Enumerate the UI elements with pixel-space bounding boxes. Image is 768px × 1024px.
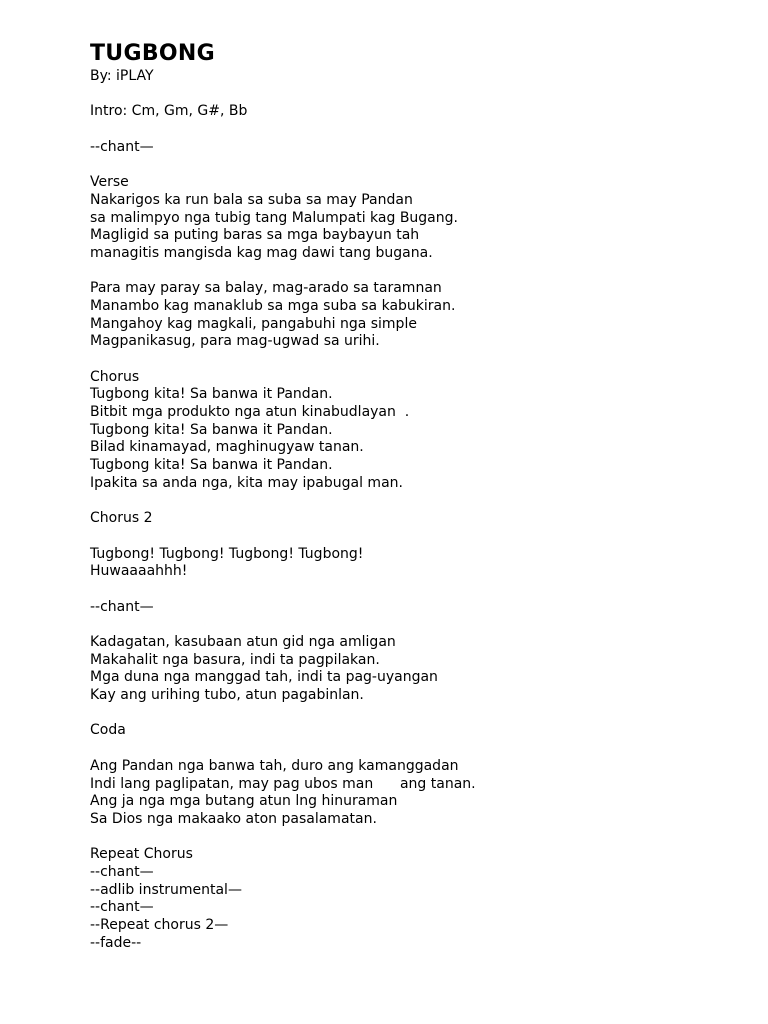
lyric-line: Ipakita sa anda nga, kita may ipabugal man.	[90, 474, 403, 491]
outro-line: --adlib instrumental—	[90, 881, 242, 898]
spacer	[90, 740, 730, 758]
outro-line: --chant—	[90, 863, 154, 880]
outro-line: Repeat Chorus	[90, 846, 193, 863]
section-heading-verse: Verse	[90, 174, 129, 191]
lyric-line: Huwaaaahhh!	[90, 563, 188, 580]
lyric-line: Tugbong! Tugbong! Tugbong! Tugbong!	[90, 545, 364, 562]
spacer	[90, 263, 730, 281]
intro-chords: Intro: Cm, Gm, G#, Bb	[90, 103, 248, 120]
lyric-line: Mga duna nga manggad tah, indi ta pag-uyangan	[90, 669, 438, 686]
lyric-line: Bilad kinamayad, maghinugyaw tanan.	[90, 439, 364, 456]
lyric-line: Kadagatan, kasubaan atun gid nga amligan	[90, 634, 396, 650]
spacer	[90, 705, 730, 723]
spacer	[90, 86, 730, 104]
lyric-line: Nakarigos ka run bala sa suba sa may Pandan	[90, 191, 413, 208]
lyric-line: Tugbong kita! Sa banwa it Pandan.	[90, 386, 333, 403]
lyric-line: Para may paray sa balay, mag-arado sa taramnan	[90, 280, 442, 297]
lyric-line: Ang Pandan nga banwa tah, duro ang kamanggadan	[90, 757, 459, 774]
lyric-line: sa malimpyo nga tubig tang Malumpati kag Bugang.	[90, 209, 458, 226]
lyric-line: Tugbong kita! Sa banwa it Pandan.	[90, 421, 333, 438]
section-heading-coda: Coda	[90, 722, 126, 739]
lyric-line: Bitbit mga produkto nga atun kinabudlayan .	[90, 404, 410, 421]
spacer	[90, 121, 730, 139]
outro-line: --chant—	[90, 899, 154, 916]
lyric-line: Manambo kag manaklub sa mga suba sa kabukiran.	[90, 297, 456, 314]
lyric-line: Sa Dios nga makaako aton pasalamatan.	[90, 810, 377, 827]
section-heading-chorus-2: Chorus 2	[90, 510, 153, 527]
outro-line: --Repeat chorus 2—	[90, 917, 229, 933]
lyric-line: Kay ang urihing tubo, atun pagabinlan.	[90, 687, 364, 704]
lyric-line: managitis mangisda kag mag dawi tang bugana.	[90, 244, 433, 261]
lyric-line: Indi lang paglipatan, may pag ubos man ang tanan.	[90, 775, 476, 792]
spacer	[90, 528, 730, 546]
section-heading-chorus: Chorus	[90, 368, 140, 385]
spacer	[90, 581, 730, 599]
lyrics-document	[90, 40, 730, 952]
chant-marker: --chant—	[90, 138, 154, 155]
lyric-line: Mangahoy kag magkali, pangabuhi nga simple	[90, 315, 417, 332]
spacer	[90, 616, 730, 634]
lyric-line: Tugbong kita! Sa banwa it Pandan.	[90, 457, 333, 474]
spacer	[90, 156, 730, 174]
spacer	[90, 351, 730, 369]
byline: By: iPLAY	[90, 68, 154, 84]
lyric-line: Magpanikasug, para mag-ugwad sa urihi.	[90, 333, 380, 350]
song-title: TUGBONG	[90, 41, 215, 66]
lyric-line: Makahalit nga basura, indi ta pagpilakan.	[90, 651, 380, 668]
spacer	[90, 493, 730, 511]
lyric-line: Ang ja nga mga butang atun lng hinuraman	[90, 793, 398, 810]
outro-line: --fade--	[90, 934, 142, 951]
spacer	[90, 829, 730, 847]
lyric-line: Magligid sa puting baras sa mga baybayun tah	[90, 227, 420, 244]
chant-marker: --chant—	[90, 598, 154, 615]
